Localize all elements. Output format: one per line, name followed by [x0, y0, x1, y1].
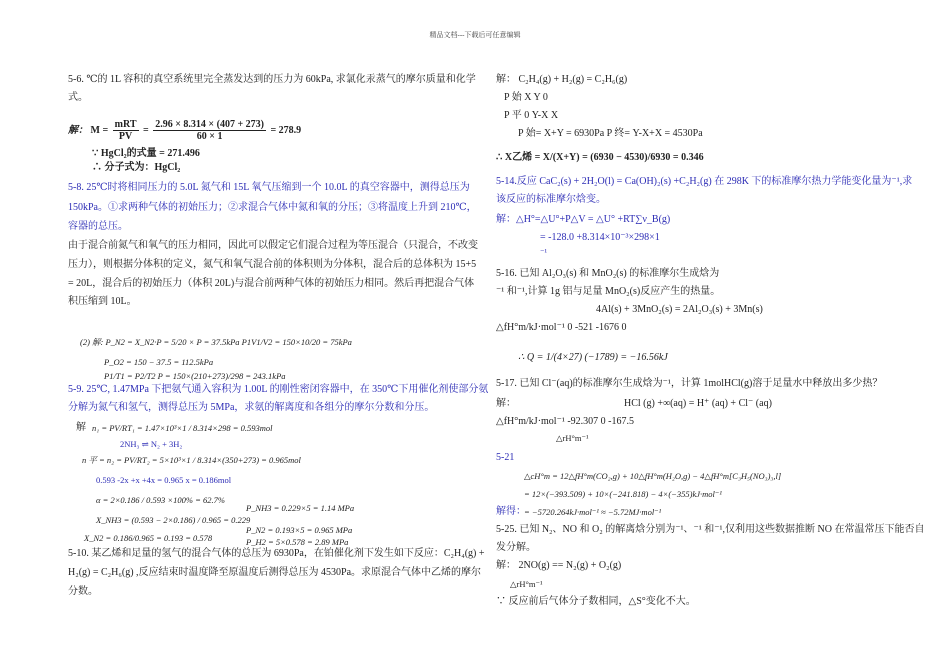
problem-5-9-p-n2: P_N2 = 0.193×5 = 0.965 MPa — [246, 525, 353, 535]
problem-5-6-line1: 5-6. ℃的 1L 容积的真空系统里完全蒸发达到的压力为 60kPa, 求氯化汞蒸气的摩尔质量和化学 — [68, 74, 476, 85]
problem-5-9-balance: 0.593 -2x +x +4x = 0.965 x = 0.186mol — [96, 475, 232, 485]
problem-5-9-solution-label: 解 — [76, 422, 86, 433]
fraction-numeric — [153, 119, 266, 142]
problem-5-8-eq-c: P1/T1 = P2/T2 P = 150×(210+273)/298 = 243.1kPa — [104, 371, 286, 381]
problem-5-9-line1: 5-9. 25℃, 1.47MPa 下把氨气通入容积为 1.00L 的刚性密闭容器中，在 350℃下用催化剂使部分氨 — [68, 384, 489, 395]
problem-5-21-eq1: △cH°m = 12△fH°m(CO₂,g) + 10△fH°m(H₂O,g) − 4△fH°m[C₃H₅(NO₃)₃,l] — [524, 471, 782, 481]
problem-5-14-line2: 该反应的标准摩尔焓变。 — [496, 194, 606, 205]
problem-5-21-solution-label: 解得： — [496, 506, 526, 517]
problem-5-14-calc: = -128.0 +8.314×10⁻³×298×1 — [540, 232, 660, 243]
problem-5-14-solution: 解：△H°=△U°+P△V = △U° +RT∑ν_B(g) — [496, 214, 671, 225]
fraction-mrt-pv — [113, 119, 139, 142]
problem-5-10-line3: 分数。 — [68, 586, 98, 597]
problem-5-6-therefore: ∴ 分子式为：HgCl₂ — [92, 162, 181, 173]
problem-5-10-line2: H₂(g) = C₂H₆(g) ,反应结束时温度降至原温度后测得总压为 4530Pa。求原混合气体中乙烯的摩尔 — [68, 567, 482, 578]
problem-5-16-enthalpy-row: △fH°m/kJ·mol⁻¹ 0 -521 -1676 0 — [496, 322, 627, 333]
problem-5-8-answer-line2: 压力），则根据分体积的定义，氮气和氧气混合前的体积则为分体积，混合后的总体积为 15+5 — [68, 259, 477, 270]
problem-5-10-pressures: P 始= X+Y = 6930Pa P 终= Y-X+X = 4530Pa — [518, 128, 703, 139]
problem-5-8-line2: 150kPa。①求两种气体的初始压力；②求混合气体中氮和氧的分压；③将温度上升到 210℃， — [68, 202, 477, 213]
problem-5-25-delta-h: △rH°m⁻¹ — [510, 579, 543, 589]
problem-5-6-because: ∵ HgCl₂的式量 = 271.496 — [92, 148, 200, 159]
problem-5-9-line2: 分解为氮气和氢气，测得总压为 5MPa，求氨的解离度和各组分的摩尔分数和分压。 — [68, 402, 435, 413]
problem-5-8-eq-a: (2) 解: P_N2 = X_N2·P = 5/20 × P = 37.5kPa P1V1/V2 = 150×10/20 = 75kPa — [80, 337, 352, 347]
problem-5-8-eq-b: P_O2 = 150 − 37.5 = 112.5kPa — [104, 357, 214, 367]
problem-5-10-initial-row: P 始 X Y 0 — [504, 92, 548, 103]
fraction-numerator: 2.96 × 8.314 × (407 + 273) — [155, 119, 264, 131]
problem-5-9-reaction: 2NH₃ ⇌ N₂ + 3H₂ — [120, 439, 183, 449]
problem-5-8-answer-line3: = 20L，混合后的初始压力（体积 20L)与混合前两种气体的初始压力相同。然后再把混合气体 — [68, 278, 475, 289]
fraction-numerator: mRT — [114, 119, 137, 131]
problem-5-8-line1: 5-8. 25℃时将相同压力的 5.0L 氮气和 15L 氧气压缩到一个 10.0L 的真空容器中，测得总压为 — [68, 182, 470, 193]
problem-5-16-line2: ⁻¹ 和⁻¹,计算 1g 铝与足量 MnO₂(s)反应产生的热量。 — [496, 286, 721, 297]
problem-5-10-reaction: 解： C₂H₄(g) + H₂(g) = C₂H₆(g) — [496, 74, 628, 85]
equals-sign: = — [143, 125, 149, 136]
problem-5-8-answer-line1: 由于混合前氮气和氧气的压力相同，因此可以假定它们混合过程为等压混合（只混合，不改变 — [68, 240, 478, 251]
problem-5-21-eq2: = 12×(−393.509) + 10×(−241.818) − 4×(−355)kJ·mol⁻¹ — [524, 489, 722, 499]
problem-5-16-heat-q: ∴ Q = 1/(4×27) (−1789) = −16.56kJ — [518, 352, 668, 363]
fraction-denominator: PV — [118, 131, 133, 143]
problem-5-9-p-nh3: P_NH3 = 0.229×5 = 1.14 MPa — [246, 503, 355, 513]
problem-5-17-reaction: HCl (g) +∞(aq) = H⁺ (aq) + Cl⁻ (aq) — [624, 398, 772, 409]
fraction-denominator: 60 × 1 — [196, 131, 223, 143]
problem-5-6-line2: 式。 — [68, 92, 88, 103]
problem-5-16-line1: 5-16. 已知 Al₂O₃(s) 和 MnO₂(s) 的标准摩尔生成焓为 — [496, 268, 720, 279]
problem-5-9-n2: n 平 = n₂ = PV/RT₂ = 5×10³×1 / 8.314×(350+273) = 0.965mol — [82, 455, 301, 465]
problem-5-10-answer: ∴ X乙烯 = X/(X+Y) = (6930 − 4530)/6930 = 0.346 — [496, 152, 704, 163]
problem-5-9-n1: n₁ = PV/RT₁ = 1.47×10³×1 / 8.314×298 = 0.593mol — [92, 423, 273, 433]
problem-5-25-line2: 发分解。 — [496, 542, 536, 553]
problem-5-10-equilibrium-row: P 平 0 Y-X X — [504, 110, 559, 121]
solution-label: 解： — [68, 125, 88, 136]
problem-5-25-conclusion: ∵ 反应前后气体分子数相同，△S°变化不大。 — [496, 596, 696, 607]
problem-5-21-eq3: = −5720.264kJ·mol⁻¹ ≈ −5.72MJ·mol⁻¹ — [524, 507, 662, 517]
problem-5-25-reaction: 解： 2NO(g) == N₂(g) + O₂(g) — [496, 560, 622, 571]
problem-5-9-alpha: α = 2×0.186 / 0.593 ×100% = 62.7% — [96, 495, 225, 505]
problem-5-6-formula — [68, 118, 301, 144]
problem-5-21-title: 5-21 — [496, 452, 515, 463]
page-header: 精品文档---下载后可任意编辑 — [429, 31, 521, 39]
problem-5-25-line1: 5-25. 已知 N₂、NO 和 O₂ 的解离焓分别为⁻¹、⁻¹ 和⁻¹,仅利用这些数据推断 NO 在常温常压下能否自 — [496, 524, 925, 535]
problem-5-17-solution-label: 解： — [496, 398, 516, 409]
problem-5-9-p-h2: P_H2 = 5×0.578 = 2.89 MPa — [246, 537, 349, 547]
problem-5-14-unit: ⁻¹ — [540, 247, 548, 257]
problem-5-17-delta-h: △rH°m⁻¹ — [556, 433, 589, 443]
problem-5-17-enthalpy-row: △fH°m/kJ·mol⁻¹ -92.307 0 -167.5 — [496, 416, 635, 427]
problem-5-8-line3: 容器的总压。 — [68, 221, 128, 232]
formula-result: = 278.9 — [270, 125, 302, 136]
problem-5-9-x-n2: X_N2 = 0.186/0.965 = 0.193 = 0.578 — [84, 533, 213, 543]
formula-lhs: M = — [90, 125, 109, 136]
problem-5-14-line1: 5-14.反应 CaC₂(s) + 2H₂O(l) = Ca(OH)₂(s) +C₂H₂(g) 在 298K 下的标准摩尔热力学能变化量为⁻¹,求 — [496, 176, 913, 187]
problem-5-8-answer-line4: 积压缩到 10L。 — [68, 296, 137, 307]
problem-5-17-line1: 5-17. 已知 Cl⁻(aq)的标准摩尔生成焓为⁻¹，计算 1molHCl(g)溶于足量水中释放出多少热？ — [496, 378, 883, 389]
problem-5-16-reaction: 4Al(s) + 3MnO₂(s) = 2Al₂O₃(s) + 3Mn(s) — [596, 304, 763, 315]
problem-5-9-x-nh3: X_NH3 = (0.593 − 2×0.186) / 0.965 = 0.229 — [96, 515, 251, 525]
problem-5-10-line1: 5-10. 某乙烯和足量的氢气的混合气体的总压为 6930Pa，在铂催化剂下发生如下反应：C₂H₄(g) + — [68, 548, 485, 559]
